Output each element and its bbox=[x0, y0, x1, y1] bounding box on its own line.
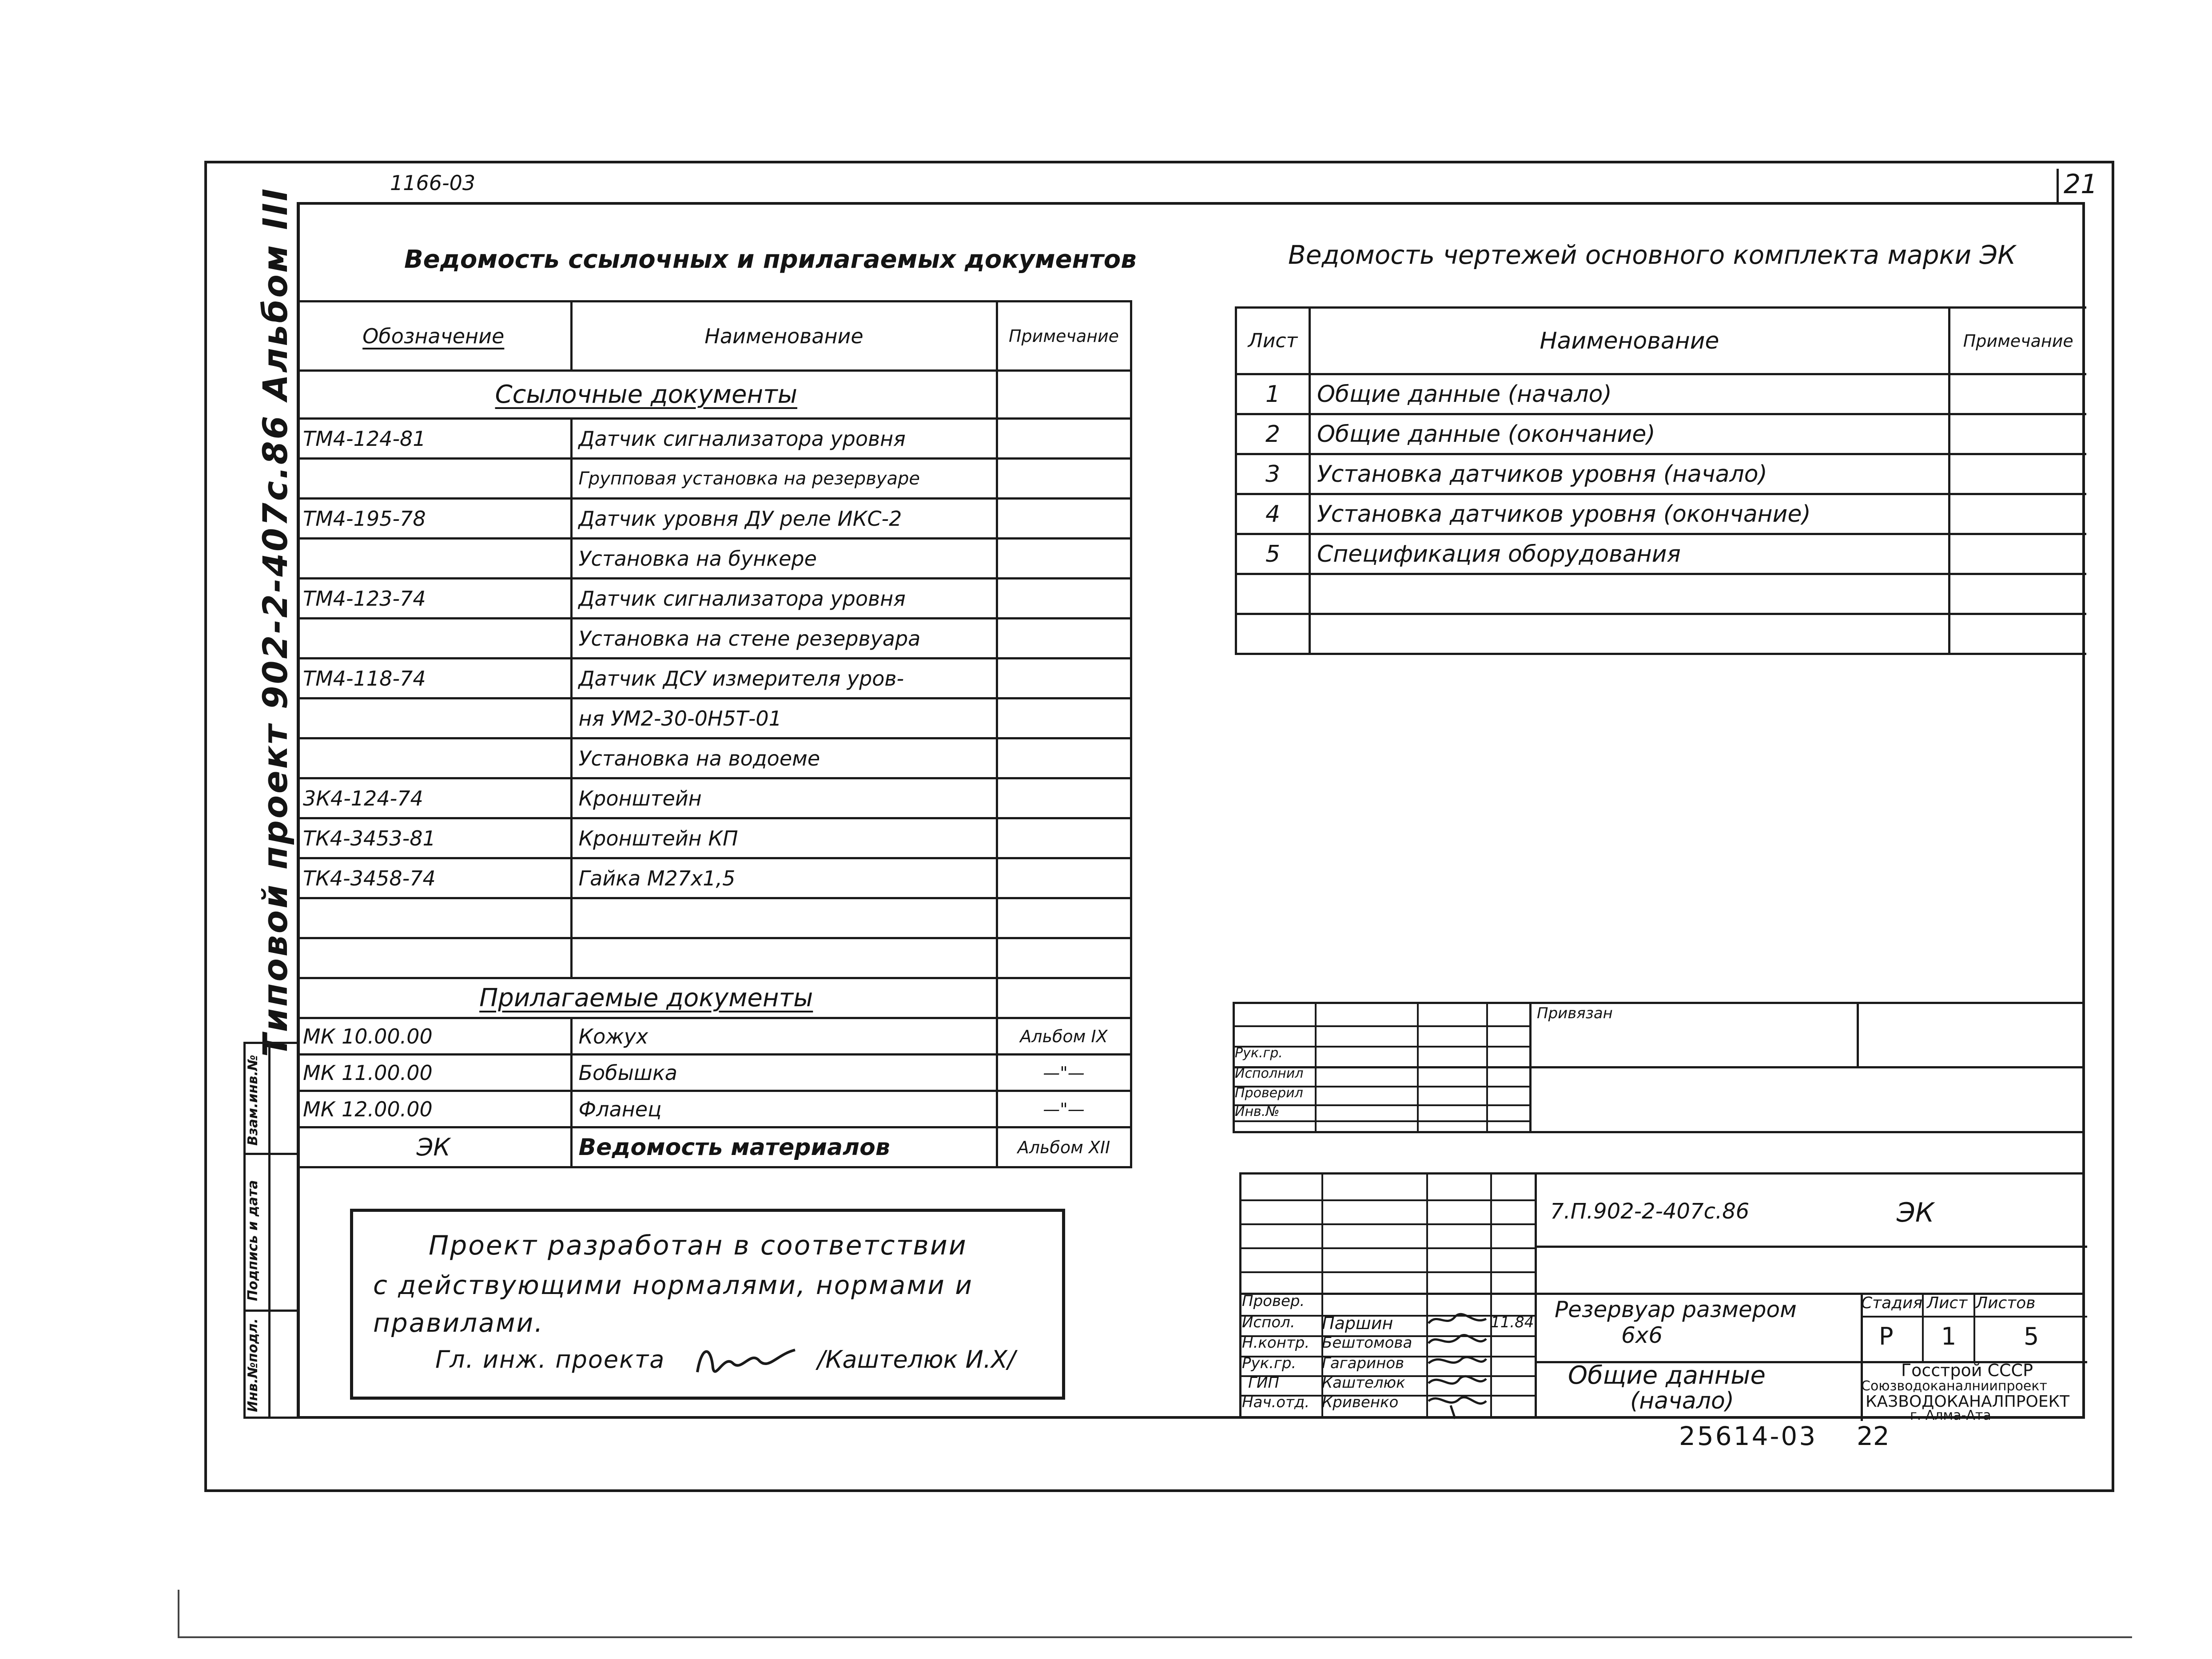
att-note: Альбом IX bbox=[997, 1018, 1131, 1055]
binding-role: Рук.гр. bbox=[1235, 1045, 1283, 1061]
scan-edge-line bbox=[178, 1590, 179, 1636]
ref-name: Гайка М27х1,5 bbox=[571, 858, 997, 898]
ref-note bbox=[997, 579, 1131, 619]
ref-name: Групповая установка на резервуаре bbox=[571, 459, 997, 499]
drawing-name: Установка датчиков уровня (начало) bbox=[1310, 454, 1949, 494]
scan-edge-line bbox=[178, 1636, 2132, 1638]
ref-note bbox=[997, 699, 1131, 738]
drawing-sheet: 3 bbox=[1236, 454, 1310, 494]
refs-section-att: Прилагаемые документы bbox=[479, 984, 813, 1012]
tb-role: ГИП bbox=[1248, 1374, 1279, 1392]
ref-name: Кронштейн bbox=[571, 778, 997, 818]
signatures-column bbox=[1424, 1310, 1491, 1421]
binding-row-line bbox=[1235, 1025, 1529, 1027]
table-row bbox=[297, 1055, 1131, 1091]
tb-role: Нач.отд. bbox=[1242, 1393, 1310, 1411]
tb-sheets-label: Листов bbox=[1976, 1294, 2036, 1312]
ref-note bbox=[997, 659, 1131, 699]
note-line-2: с действующими нормалями, нормами и bbox=[373, 1270, 973, 1300]
ref-code: 3К4-124-74 bbox=[297, 778, 571, 818]
refs-header-note: Примечание bbox=[997, 302, 1131, 371]
sheet-code-top: 1166-03 bbox=[390, 171, 476, 195]
side-margin-title: Типовой проект 902-2-407с.86 Альбом III bbox=[255, 187, 295, 1057]
drawing-note bbox=[1949, 414, 2086, 454]
tb-role: Провер. bbox=[1242, 1292, 1305, 1310]
ref-name bbox=[571, 938, 997, 978]
ref-code: ТМ4-124-81 bbox=[297, 419, 571, 459]
table-row bbox=[1236, 534, 2086, 574]
note-line-3: правилами. bbox=[373, 1308, 544, 1338]
table-row bbox=[1236, 414, 2086, 454]
table-row bbox=[1236, 494, 2086, 534]
tb-sheets: 5 bbox=[2024, 1322, 2039, 1350]
tb-row-line bbox=[1241, 1247, 1535, 1249]
drawing-sheet: 2 bbox=[1236, 414, 1310, 454]
drawing-name: Установка датчиков уровня (окончание) bbox=[1310, 494, 1949, 534]
refs-header-name: Наименование bbox=[571, 302, 997, 371]
drawing-name bbox=[1310, 614, 1949, 654]
ref-code bbox=[297, 738, 571, 778]
att-note: —"— bbox=[997, 1055, 1131, 1091]
binding-role: Инв.№ bbox=[1235, 1104, 1280, 1119]
table-row bbox=[297, 818, 1131, 858]
ref-note bbox=[997, 499, 1131, 539]
binding-label: Привязан bbox=[1537, 1004, 1613, 1022]
drawings-header-row bbox=[1236, 308, 2086, 374]
tb-name: Паршин bbox=[1322, 1314, 1393, 1333]
ref-name: Датчик сигнализатора уровня bbox=[571, 419, 997, 459]
chief-engineer-signature bbox=[693, 1337, 800, 1385]
ref-name bbox=[571, 898, 997, 938]
drawings-header-name: Наименование bbox=[1310, 308, 1949, 374]
table-row bbox=[297, 419, 1131, 459]
table-row bbox=[297, 539, 1131, 579]
att-code: МК 11.00.00 bbox=[297, 1055, 571, 1091]
ref-code: ТМ4-118-74 bbox=[297, 659, 571, 699]
tb-role: Н.контр. bbox=[1242, 1334, 1310, 1352]
binding-row-line bbox=[1235, 1066, 2085, 1068]
ref-name: Датчик сигнализатора уровня bbox=[571, 579, 997, 619]
table-row bbox=[297, 938, 1131, 978]
table-row bbox=[297, 898, 1131, 938]
tb-object-line1: Резервуар размером bbox=[1555, 1297, 1797, 1322]
tb-date: 11.84 bbox=[1491, 1314, 1534, 1331]
table-row bbox=[297, 738, 1131, 778]
ref-name: ня УМ2-30-0Н5Т-01 bbox=[571, 699, 997, 738]
ref-note bbox=[997, 738, 1131, 778]
tb-row-line bbox=[1861, 1316, 2087, 1318]
ref-code bbox=[297, 699, 571, 738]
drawings-title: Ведомость чертежей основного комплекта марки ЭК bbox=[1288, 240, 2016, 270]
att-name: Кожух bbox=[571, 1018, 997, 1055]
att-code: МК 10.00.00 bbox=[297, 1018, 571, 1055]
binding-role: Исполнил bbox=[1235, 1066, 1304, 1081]
ref-code bbox=[297, 898, 571, 938]
tb-org-line1: Госстрой СССР bbox=[1901, 1361, 2033, 1380]
drawing-sheet: 4 bbox=[1236, 494, 1310, 534]
drawing-sheet: 1 bbox=[1236, 374, 1310, 414]
table-row bbox=[1236, 574, 2086, 614]
ref-code: ТМ4-195-78 bbox=[297, 499, 571, 539]
ref-code bbox=[297, 539, 571, 579]
page-number: 21 bbox=[2064, 169, 2098, 200]
tb-name: Кривенко bbox=[1322, 1393, 1399, 1411]
table-row bbox=[297, 459, 1131, 499]
drawing-note bbox=[1949, 374, 2086, 414]
refs-section-row bbox=[297, 371, 1131, 419]
tb-stage-label: Стадия bbox=[1861, 1294, 1923, 1312]
table-row bbox=[297, 619, 1131, 659]
ref-name: Установка на стене резервуара bbox=[571, 619, 997, 659]
footer-page: 22 bbox=[1857, 1421, 1890, 1451]
refs-header-code: Обозначение bbox=[297, 302, 571, 371]
ref-note bbox=[997, 898, 1131, 938]
table-row bbox=[1236, 454, 2086, 494]
ref-note bbox=[997, 419, 1131, 459]
att-name: Ведомость материалов bbox=[571, 1127, 997, 1167]
att-note: Альбом XII bbox=[997, 1127, 1131, 1167]
tb-sheet-label: Лист bbox=[1927, 1294, 1968, 1312]
ref-code bbox=[297, 938, 571, 978]
side-stamp-label-inv: Инв.№подл. bbox=[245, 1318, 261, 1412]
drawings-header-sheet: Лист bbox=[1236, 308, 1310, 374]
refs-attached-section-row bbox=[297, 978, 1131, 1018]
ref-note bbox=[997, 858, 1131, 898]
ref-note bbox=[997, 778, 1131, 818]
tb-sheet: 1 bbox=[1941, 1322, 1957, 1350]
ref-code bbox=[297, 619, 571, 659]
tb-org-line3: КАЗВОДОКАНАЛПРОЕКТ bbox=[1866, 1393, 2070, 1411]
inventory-number: 25614-03 bbox=[1679, 1421, 1818, 1451]
note-line-4: Гл. инж. проекта bbox=[435, 1345, 665, 1373]
tb-mark: ЭК bbox=[1897, 1197, 1934, 1228]
table-row bbox=[297, 778, 1131, 818]
ref-note bbox=[997, 619, 1131, 659]
side-stamp-row-line bbox=[246, 1153, 297, 1155]
binding-col-line bbox=[1857, 1004, 1859, 1066]
tb-org-line2: Союзводоканалниипроект bbox=[1861, 1378, 2047, 1394]
binding-role: Проверил bbox=[1235, 1085, 1303, 1101]
table-row bbox=[297, 699, 1131, 738]
table-row bbox=[297, 579, 1131, 619]
table-row bbox=[1236, 614, 2086, 654]
table-row bbox=[297, 1091, 1131, 1127]
note-line-1: Проект разработан в соответствии bbox=[429, 1230, 967, 1261]
ref-note bbox=[997, 459, 1131, 499]
drawings-table bbox=[1235, 306, 2086, 655]
drawing-note bbox=[1949, 454, 2086, 494]
tb-name: Каштелюк bbox=[1322, 1374, 1405, 1392]
att-name: Фланец bbox=[571, 1091, 997, 1127]
tb-org-line4: г. Алма-Ата bbox=[1910, 1408, 1991, 1423]
drawing-name bbox=[1310, 574, 1949, 614]
table-row bbox=[297, 499, 1131, 539]
drawing-note bbox=[1949, 534, 2086, 574]
tb-col-line bbox=[1973, 1293, 1975, 1361]
table-row bbox=[297, 858, 1131, 898]
drawing-name: Общие данные (окончание) bbox=[1310, 414, 1949, 454]
drawing-note bbox=[1949, 494, 2086, 534]
tb-sheet-title-line2: (начало) bbox=[1630, 1388, 1735, 1414]
drawing-sheet: 5 bbox=[1236, 534, 1310, 574]
att-note: —"— bbox=[997, 1091, 1131, 1127]
drawings-header-note: Примечание bbox=[1949, 308, 2086, 374]
tb-row-line bbox=[1241, 1223, 1535, 1225]
binding-row-line bbox=[1235, 1120, 1529, 1122]
ref-name: Кронштейн КП bbox=[571, 818, 997, 858]
drawing-sheet bbox=[1236, 614, 1310, 654]
table-row bbox=[297, 659, 1131, 699]
ref-name: Установка на водоеме bbox=[571, 738, 997, 778]
ref-note bbox=[997, 539, 1131, 579]
tb-name: Гагаринов bbox=[1322, 1354, 1404, 1372]
tb-designation: 7.П.902-2-407с.86 bbox=[1550, 1199, 1750, 1224]
refs-section-ref-cell bbox=[297, 371, 997, 419]
table-row bbox=[297, 1127, 1131, 1167]
ref-code: ТК4-3453-81 bbox=[297, 818, 571, 858]
tb-stage: Р bbox=[1879, 1322, 1894, 1350]
table-row bbox=[297, 1018, 1131, 1055]
tb-name: Бештомова bbox=[1322, 1334, 1412, 1352]
drawing-name: Общие данные (начало) bbox=[1310, 374, 1949, 414]
refs-section-att-note bbox=[997, 978, 1131, 1018]
tb-role: Рук.гр. bbox=[1242, 1354, 1297, 1372]
ref-code: ТК4-3458-74 bbox=[297, 858, 571, 898]
drawing-note bbox=[1949, 614, 2086, 654]
ref-name: Датчик уровня ДУ реле ИКС-2 bbox=[571, 499, 997, 539]
tb-object-line2: 6х6 bbox=[1621, 1322, 1663, 1348]
side-stamp-label-replace: Взам.инв.№ bbox=[245, 1055, 261, 1146]
drawing-name: Спецификация оборудования bbox=[1310, 534, 1949, 574]
refs-header-row bbox=[297, 302, 1131, 371]
drawing-sheet bbox=[1236, 574, 1310, 614]
ref-code bbox=[297, 459, 571, 499]
side-stamp-label-sign: Подпись и дата bbox=[245, 1180, 261, 1301]
att-name: Бобышка bbox=[571, 1055, 997, 1091]
refs-section-ref: Ссылочные документы bbox=[495, 380, 797, 409]
drawing-note bbox=[1949, 574, 2086, 614]
ref-name: Установка на бункере bbox=[571, 539, 997, 579]
tb-row-line bbox=[1241, 1271, 1535, 1273]
refs-section-att-cell bbox=[297, 978, 997, 1018]
att-code: ЭК bbox=[297, 1127, 571, 1167]
refs-table bbox=[297, 300, 1132, 1168]
side-stamp-row-line bbox=[246, 1310, 297, 1312]
ref-name: Датчик ДСУ измерителя уров- bbox=[571, 659, 997, 699]
att-code: МК 12.00.00 bbox=[297, 1091, 571, 1127]
ref-note bbox=[997, 818, 1131, 858]
ref-code: ТМ4-123-74 bbox=[297, 579, 571, 619]
binding-block bbox=[1233, 1002, 2085, 1133]
table-row bbox=[1236, 374, 2086, 414]
tb-sheet-title-line1: Общие данные bbox=[1568, 1361, 1766, 1390]
ref-note bbox=[997, 938, 1131, 978]
tb-row-line bbox=[1535, 1246, 2087, 1248]
refs-title: Ведомость ссылочных и прилагаемых документов bbox=[404, 245, 1137, 274]
note-signer: /Каштелюк И.Х/ bbox=[817, 1345, 1016, 1373]
tb-row-line bbox=[1241, 1199, 1535, 1201]
refs-section-note bbox=[997, 371, 1131, 419]
tb-col-line bbox=[1535, 1175, 1537, 1419]
tb-role: Испол. bbox=[1242, 1314, 1295, 1331]
